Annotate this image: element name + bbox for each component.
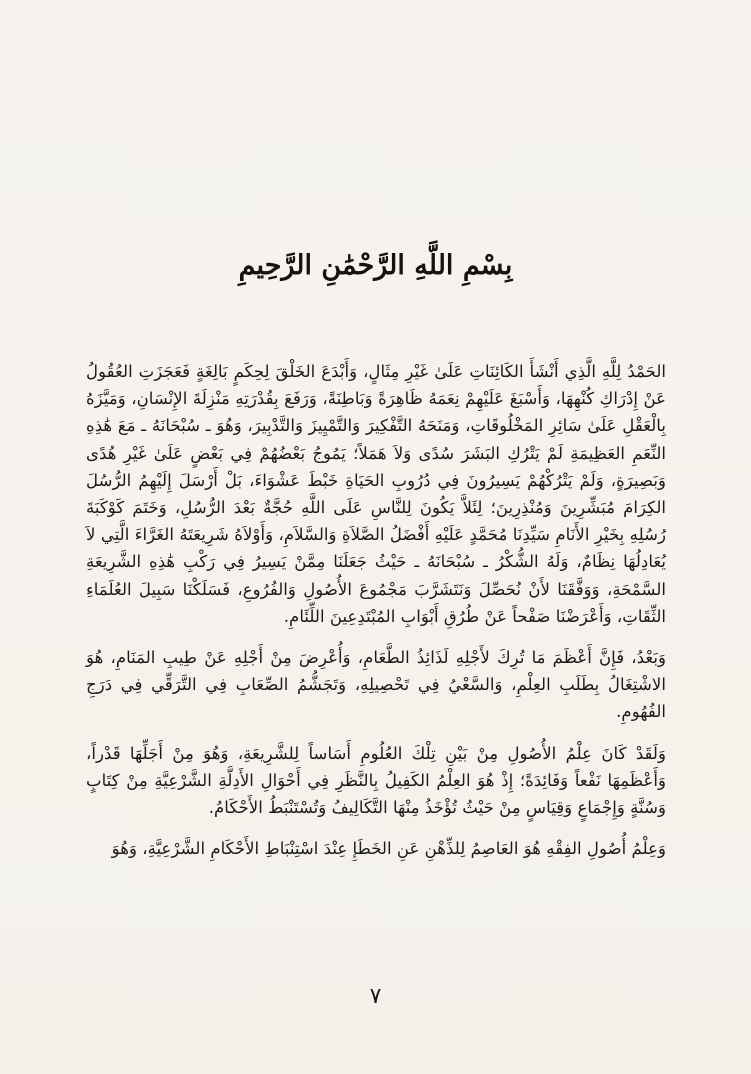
paragraph-usul-fiqh: وَعِلْمُ أُصُولِ الفِقْهِ هُوَ العَاصِمُ لِلذِّهْنِ عَنِ الخَطَإِ عِنْدَ اسْتِنْبَاطِ الأَحْكَامِ الشَّرْعِيَّةِ، وَهُوَ (111, 839, 666, 859)
paragraph-wa-baad: وَبَعْدُ، فَإِنَّ أَعْظَمَ مَا تُرِكَ لأَجْلِهِ لَذَائِذُ الطَّعَامِ، وَأُعْرِضَ مِنْ أَجْلِهِ عَنْ طِيبِ المَنَامِ، هُوَ الاشْتِغَالُ بِطَلَبِ العِلْمِ، وَالسَّعْيُ فِي تَحْصِيلِهِ، وَتَجَشُّمُ الصِّعَابِ فِي التَّرَقِّي فِي دَرَجِ الفُهُومِ. (86, 648, 666, 722)
basmala-heading: بِسْمِ اللَّهِ الرَّحْمَٰنِ الرَّحِيمِ (238, 250, 513, 281)
body-text (86, 358, 666, 876)
paragraph-usul-science: وَلَقَدْ كَانَ عِلْمُ الأُصُولِ مِنْ بَيْنِ تِلْكَ العُلُومِ أَسَاساً لِلشَّرِيعَةِ، وَهُوَ مِنْ أَجَلِّهَا قَدْراً، وَأَعْظَمِهَا نَفْعاً وَفَائِدَةً؛ إِذْ هُوَ العِلْمُ الكَفِيلُ بِالنَّظَرِ فِي أَحْوَالِ الأَدِلَّةِ الشَّرْعِيَّةِ مِنْ كِتَابٍ وَسُنَّةٍ وَإِجْمَاعٍ وَقِيَاسٍ مِنْ حَيْثُ تُؤْخَذُ مِنْهَا التَّكَالِيفُ وَتُسْتَنْبَطُ الأَحْكَامُ. (86, 743, 666, 818)
page-number: ٧ (369, 984, 382, 1009)
paragraph-praise: الحَمْدُ لِلَّهِ الَّذِي أَنْشَأَ الكَائِنَاتِ عَلَىٰ غَيْرِ مِثَالٍ، وَأَبْدَعَ الخَلْقَ لِحِكَمٍ بَالِغَةٍ فَعَجَزَتِ العُقُولُ عَنْ إِدْرَاكِ كُنْهِهَا، وَأَسْبَغَ عَلَيْهِمْ نِعَمَهُ ظَاهِرَةً وَبَاطِنَةً، وَرَفَعَ بِقُدْرَتِهِ مَنْزِلَةَ الإِنْسَانِ، وَمَيَّزَهُ بِالْعَقْلِ عَلَىٰ سَائِرِ المَخْلُوقَاتِ، وَمَنَحَهُ التَّفْكِيرَ وَالتَّمْيِيزَ وَالتَّدْبِيرَ، وَهُوَ ـ سُبْحَانَهُ ـ مَعَ هَٰذِهِ النِّعَمِ العَظِيمَةِ لَمْ يَتْرُكِ البَشَرَ سُدًى وَلاَ هَمَلاً؛ يَمُوجُ بَعْضُهُمْ فِي بَعْضٍ عَلَىٰ غَيْرِ هُدًى وَبَصِيرَةٍ، وَلَمْ يَتْرُكْهُمْ يَسِيرُونَ فِي دُرُوبِ الحَيَاةِ خَبْطَ عَشْوَاءَ، بَلْ أَرْسَلَ إِلَيْهِمُ الرُّسُلَ الكِرَامَ مُبَشِّرِينَ وَمُنْذِرِينَ؛ لِئَلاَّ يَكُونَ لِلنَّاسِ عَلَى اللَّهِ حُجَّةٌ بَعْدَ الرُّسُلِ، وَخَتَمَ كَوْكَبَةَ رُسُلِهِ بِخَيْرِ الأَنَامِ سَيِّدِنَا مُحَمَّدٍ عَلَيْهِ أَفْضَلُ الصَّلاَةِ وَالسَّلاَمِ، وَأَوْلاَهُ شَرِيعَتَهُ الغَرَّاءَ الَّتِي لاَ يُعَادِلُهَا نِظَامٌ، وَلَهُ الشُّكْرُ ـ سُبْحَانَهُ ـ حَيْثُ جَعَلَنَا مِمَّنْ يَسِيرُ فِي رَكْبِ هَٰذِهِ الشَّرِيعَةِ السَّمْحَةِ، وَوَفَّقَنَا لأَنْ نُحَصِّلَ وَنَتَشَرَّبَ مَجْمُوعَ الأُصُولِ وَالفُرُوعِ، فَسَلَكْنَا سَبِيلَ العُلَمَاءِ الثِّقَاتِ، وَأَعْرَضْنَا صَفْحاً عَنْ طُرُقِ أَبْوَابِ المُبْتَدِعِينَ اللِّئَامِ. (86, 362, 666, 626)
